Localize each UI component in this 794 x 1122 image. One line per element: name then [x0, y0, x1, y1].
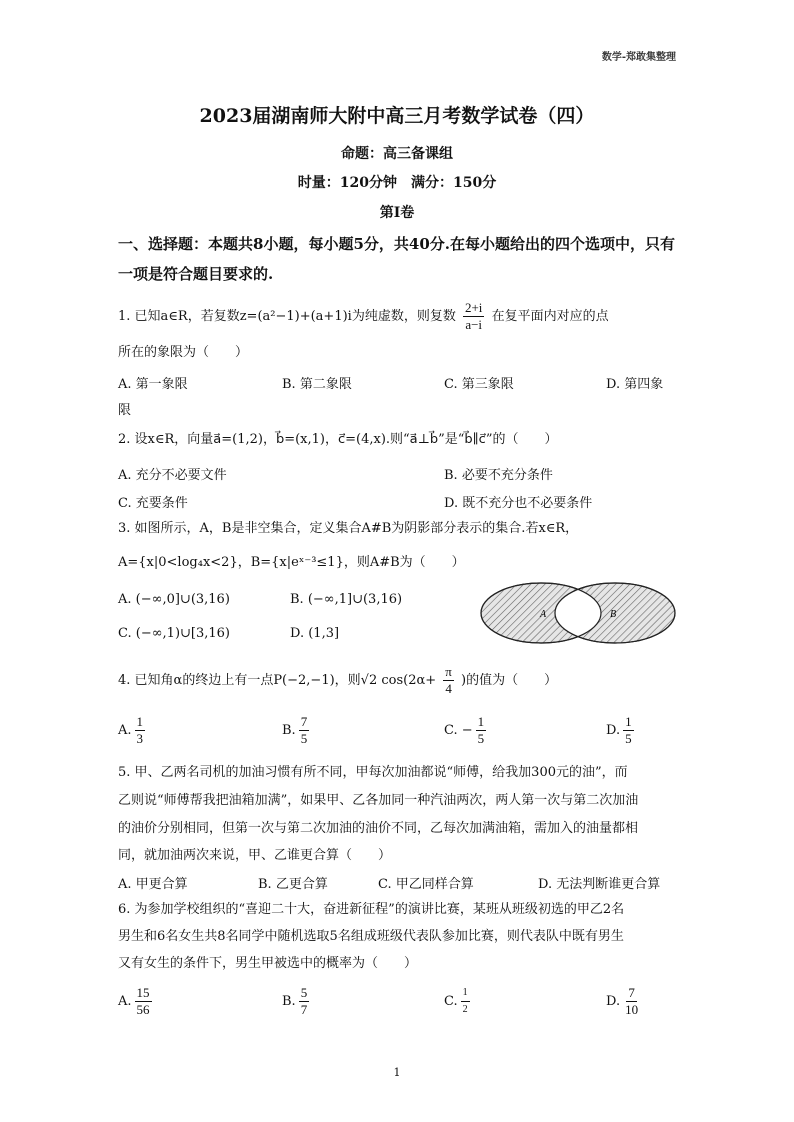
- q1-text-3: 所在的象限为（ ）: [118, 345, 249, 360]
- q5-line-3: 的油价分别相同，但第一次与第二次加油的油价不同，乙每次加满油箱，需加入的油量都相: [118, 821, 639, 836]
- question-4: [118, 664, 680, 697]
- part-label: 第Ⅰ卷: [379, 205, 415, 221]
- q6-line-1: 6. 为参加学校组织的“喜迎二十大，奋进新征程”的演讲比赛，某班从班级初选的甲乙2名: [118, 902, 625, 917]
- q3-option-c: C. (−∞,1)∪[3,16): [118, 626, 230, 641]
- q1-text-2: 在复平面内对应的点: [491, 309, 609, 324]
- q4-option-a: [118, 714, 148, 747]
- q2-option-d: D. 既不充分也不必要条件: [444, 496, 593, 511]
- q6-option-c: [444, 985, 473, 1018]
- q2-option-c: C. 充要条件: [118, 496, 188, 511]
- q6-b-numerator: 5: [300, 985, 308, 1000]
- q6-option-d: [606, 985, 643, 1018]
- q1-option-d: D. 第四象: [606, 377, 664, 392]
- q1-frac-denominator: a−i: [465, 317, 483, 332]
- section-heading: 一、选择题：本题共8小题，每小题5分，共40分.在每小题给出的四个选项中，只有一项是符合题目要求的.: [118, 235, 675, 283]
- q4-option-c: [444, 714, 489, 747]
- q4-text-1: 4. 已知角α的终边上有一点P(−2,−1)，则√2 cos(2α+: [118, 673, 437, 688]
- q4-frac-numerator: π: [445, 664, 452, 679]
- q6-a-denominator: 56: [136, 1002, 150, 1017]
- question-3-line-1: 3. 如图所示，A，B是非空集合，定义集合A#B为阴影部分表示的集合.若x∈R，: [118, 521, 579, 536]
- q6-line-3: 又有女生的条件下，男生甲被选中的概率为（ ）: [118, 956, 418, 971]
- q5-line-4: 同，就加油两次来说，甲、乙谁更合算（ ）: [118, 848, 392, 863]
- q6-c-denominator: 2: [462, 1004, 468, 1015]
- q4-c-numerator: 1: [477, 714, 485, 729]
- q5-option-d: D. 无法判断谁更合算: [538, 877, 661, 892]
- q6-option-d-label: D.: [606, 994, 621, 1009]
- question-3-line-2: A={x|0<log₄x<2}，B={x|eˣ⁻³≤1}，则A#B为（ ）: [118, 555, 465, 570]
- q3-option-b: B. (−∞,1]∪(3,16): [290, 592, 403, 607]
- q4-option-d: [606, 714, 637, 747]
- q4-c-denominator: 5: [477, 731, 485, 746]
- q4-option-b-label: B.: [282, 723, 296, 738]
- q6-option-b: [282, 985, 312, 1018]
- q6-option-b-label: B.: [282, 994, 296, 1009]
- subtitle-author: 命题：高三备课组: [341, 146, 453, 162]
- q6-c-numerator: 1: [461, 985, 470, 1002]
- q4-d-numerator: 1: [625, 714, 632, 729]
- q1-fraction: [463, 300, 484, 333]
- q4-fraction: [443, 664, 454, 697]
- q5-option-a: A. 甲更合算: [118, 877, 188, 892]
- q6-option-a-label: A.: [118, 994, 132, 1009]
- q5-line-2: 乙则说“师傅帮我把油箱加满”，如果甲、乙各加同一种汽油两次，两人第一次与第二次加油: [118, 793, 639, 808]
- q4-a-numerator: 1: [136, 714, 144, 729]
- question-2: 2. 设x∈R，向量a⃗=(1,2)，b⃗=(x,1)，c⃗=(4,x).则“a⃗⊥b⃗”是“b⃗∥c⃗”的（ ）: [118, 432, 558, 447]
- q5-line-1: 5. 甲、乙两名司机的加油习惯有所不同，甲每次加油都说“师傅，给我加300元的油”，而: [118, 765, 628, 780]
- q2-option-b: B. 必要不充分条件: [444, 468, 553, 483]
- q6-line-2: 男生和6名女生共8名同学中随机选取5名组成班级代表队参加比赛，则代表队中既有男生: [118, 929, 624, 944]
- q4-b-denominator: 5: [300, 731, 308, 746]
- q6-d-numerator: 7: [628, 985, 635, 1000]
- q4-option-c-label: C.: [444, 723, 458, 738]
- q4-a-denominator: 3: [136, 731, 144, 746]
- q5-option-c: C. 甲乙同样合算: [378, 877, 474, 892]
- q4-text-2: )的值为（ ）: [461, 673, 558, 688]
- venn-label-b: B: [610, 609, 617, 620]
- venn-diagram: [478, 580, 678, 646]
- page-title: 2023届湖南师大附中高三月考数学试卷（四）: [199, 105, 595, 127]
- q1-text-1: 1. 已知a∈R，若复数z=(a²−1)+(a+1)i为纯虚数，则复数: [118, 309, 456, 324]
- q4-d-denominator: 5: [625, 731, 632, 746]
- venn-label-a: A: [540, 609, 547, 620]
- q1-frac-numerator: 2+i: [464, 300, 483, 315]
- subtitle-time-score: 时量：120分钟 满分：150分: [297, 175, 497, 191]
- q4-option-c-sign: −: [461, 723, 473, 738]
- q4-option-a-label: A.: [118, 723, 132, 738]
- page-number: 1: [393, 1066, 401, 1079]
- q1-option-a: A. 第一象限: [118, 377, 188, 392]
- q6-a-numerator: 15: [136, 985, 150, 1000]
- q1-option-d-wrap: 限: [118, 403, 132, 418]
- q3-option-d: D. (1,3]: [290, 626, 340, 641]
- q1-option-b: B. 第二象限: [282, 377, 352, 392]
- q6-b-denominator: 7: [300, 1002, 308, 1017]
- q2-option-a: A. 充分不必要文件: [118, 468, 227, 483]
- question-1: [118, 300, 680, 333]
- q4-b-numerator: 7: [300, 714, 308, 729]
- q3-option-a: A. (−∞,0]∪(3,16): [118, 592, 230, 607]
- q6-option-a: [118, 985, 155, 1018]
- header-note: 数学-郑敢集整理: [601, 52, 676, 63]
- q4-option-d-label: D.: [606, 723, 621, 738]
- q4-frac-denominator: 4: [445, 681, 452, 696]
- q1-option-c: C. 第三象限: [444, 377, 514, 392]
- q4-option-b: [282, 714, 312, 747]
- q6-option-c-label: C.: [444, 994, 458, 1009]
- q5-option-b: B. 乙更合算: [258, 877, 328, 892]
- q6-d-denominator: 10: [625, 1002, 639, 1017]
